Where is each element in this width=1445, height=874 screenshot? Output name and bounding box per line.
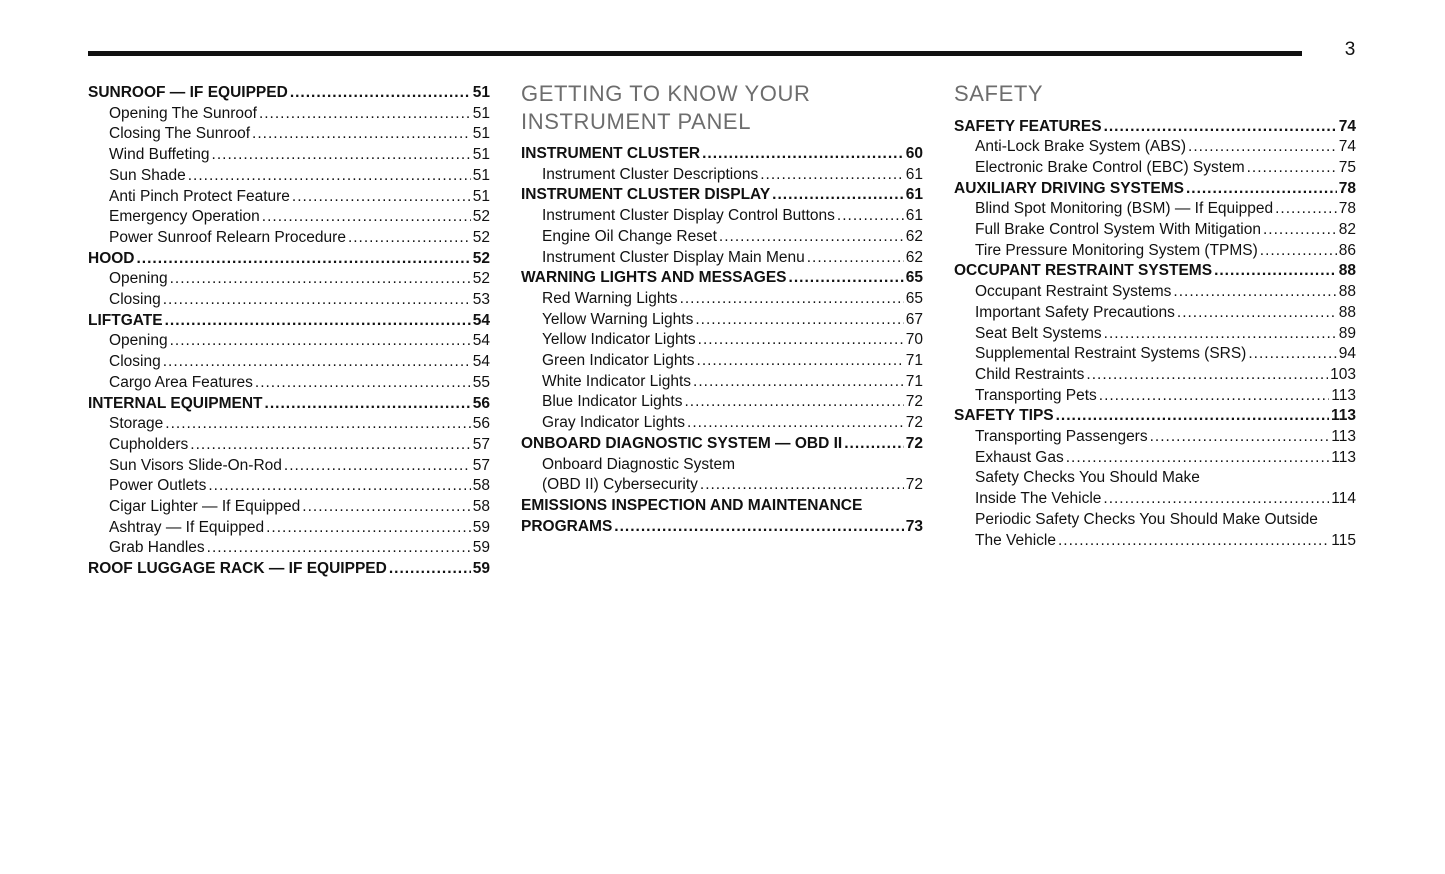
toc-entry[interactable] — [88, 104, 490, 125]
toc-entry-title: Opening — [109, 270, 168, 288]
toc-entry[interactable] — [88, 435, 490, 456]
dot-leader — [719, 227, 904, 248]
dot-leader — [165, 414, 470, 435]
dot-leader — [207, 538, 471, 559]
toc-entry-title: Important Safety Precautions — [975, 303, 1175, 321]
dot-leader — [702, 144, 904, 165]
dot-leader — [760, 165, 904, 186]
toc-entry-page: 70 — [905, 331, 923, 349]
toc-entry-title: Instrument Cluster Descriptions — [542, 165, 759, 183]
section-heading-line-1: GETTING TO KNOW YOUR — [521, 81, 811, 106]
toc-entry[interactable] — [88, 249, 490, 270]
toc-entry-page: 86 — [1338, 241, 1356, 259]
toc-entry[interactable] — [88, 124, 490, 145]
toc-entry-title: SUNROOF — IF EQUIPPED — [88, 84, 288, 101]
toc-entry-page: 78 — [1338, 200, 1356, 218]
toc-entry-page: 89 — [1338, 324, 1356, 342]
toc-entry-title: Transporting Passengers — [975, 428, 1148, 446]
toc-entry-page: 73 — [905, 517, 923, 535]
toc-entry[interactable] — [954, 303, 1356, 324]
dot-leader — [170, 331, 471, 352]
toc-entry-page: 113 — [1331, 428, 1356, 446]
toc-entry[interactable] — [521, 392, 923, 413]
toc-entry-page: 61 — [905, 165, 923, 183]
toc-entry-page: 58 — [472, 498, 490, 516]
dot-leader — [212, 145, 471, 166]
toc-entry[interactable] — [88, 352, 490, 373]
toc-entry-page: 58 — [472, 477, 490, 495]
toc-entry-page: 62 — [905, 227, 923, 245]
toc-entry-page: 103 — [1330, 365, 1356, 383]
toc-entry[interactable] — [954, 448, 1356, 469]
toc-entry-page: 54 — [472, 353, 490, 371]
toc-entry[interactable] — [88, 538, 490, 559]
toc-entry-label[interactable]: Periodic Safety Checks You Should Make Outside — [975, 510, 1318, 528]
toc-entry[interactable] — [521, 165, 923, 186]
toc-entry-title: Ashtray — If Equipped — [109, 518, 265, 536]
toc-entry-title: Green Indicator Lights — [542, 352, 695, 370]
toc-entry-page: 51 — [472, 84, 490, 101]
toc-entry[interactable] — [521, 144, 923, 165]
toc-entry-title: Closing — [109, 353, 161, 371]
toc-entry-page: 57 — [472, 456, 490, 474]
toc-entry-title: Storage — [109, 415, 164, 433]
dot-leader — [265, 394, 471, 415]
toc-entry-page: 51 — [472, 125, 490, 143]
dot-leader — [1275, 199, 1337, 220]
dot-leader — [807, 248, 904, 269]
section-heading — [521, 80, 923, 135]
toc-entry-page: 56 — [472, 394, 490, 412]
dot-leader — [1214, 261, 1337, 282]
toc-entry-title: Occupant Restraint Systems — [975, 283, 1172, 301]
toc-entry[interactable] — [88, 518, 490, 539]
toc-entry-page: 59 — [472, 518, 490, 536]
dot-leader — [687, 413, 904, 434]
toc-entry-page: 72 — [905, 414, 923, 432]
toc-entry[interactable] — [521, 475, 923, 496]
toc-entry-title: Emergency Operation — [109, 208, 260, 226]
toc-entry-title: OCCUPANT RESTRAINT SYSTEMS — [954, 262, 1213, 280]
toc-entry[interactable] — [521, 248, 923, 269]
toc-entry-title: Power Outlets — [109, 477, 207, 495]
toc-entry[interactable] — [954, 489, 1356, 510]
toc-entry-page: 52 — [472, 228, 490, 246]
dot-leader — [614, 517, 903, 538]
toc-entry[interactable] — [954, 406, 1356, 427]
toc-entry-page: 55 — [472, 373, 490, 391]
dot-leader — [163, 290, 471, 311]
dot-leader — [789, 268, 904, 289]
dot-leader — [266, 518, 471, 539]
toc-entry-title: Supplemental Restraint Systems (SRS) — [975, 345, 1247, 363]
toc-entry-page: 65 — [905, 269, 923, 287]
dot-leader — [1058, 531, 1329, 552]
toc-entries — [954, 117, 1356, 469]
toc-entry-label[interactable]: Onboard Diagnostic System — [542, 455, 735, 473]
toc-entry-page: 67 — [905, 310, 923, 328]
dot-leader — [1150, 427, 1330, 448]
toc-entry[interactable] — [954, 531, 1356, 552]
toc-entries — [521, 144, 923, 455]
dot-leader — [389, 559, 471, 580]
dot-leader — [1188, 137, 1337, 158]
toc-entry-title: The Vehicle — [975, 531, 1056, 549]
toc-entry-title: Anti-Lock Brake System (ABS) — [975, 138, 1187, 156]
toc-entry-title: ONBOARD DIAGNOSTIC SYSTEM — OBD II — [521, 434, 843, 452]
toc-entry-page: 113 — [1331, 386, 1356, 404]
toc-entry-title: Yellow Warning Lights — [542, 310, 694, 328]
toc-entry-page: 88 — [1338, 283, 1356, 301]
dot-leader — [259, 104, 471, 125]
dot-leader — [163, 352, 471, 373]
toc-entry-page: 52 — [472, 270, 490, 288]
toc-entry-title: Tire Pressure Monitoring System (TPMS) — [975, 241, 1258, 259]
toc-entry-page: 113 — [1330, 407, 1356, 425]
toc-entry-page: 60 — [905, 145, 923, 162]
dot-leader — [284, 456, 471, 477]
dot-leader — [190, 435, 470, 456]
toc-entry-title: LIFTGATE — [88, 311, 163, 329]
dot-leader — [290, 83, 471, 104]
dot-leader — [1177, 303, 1337, 324]
toc-entry-page: 62 — [905, 248, 923, 266]
dot-leader — [165, 311, 471, 332]
toc-entry[interactable] — [521, 434, 923, 455]
toc-entry-title: (OBD II) Cybersecurity — [542, 476, 698, 494]
toc-entry[interactable] — [521, 517, 923, 538]
dot-leader — [137, 249, 471, 270]
toc-entry-title: Transporting Pets — [975, 386, 1097, 404]
toc-entry-title: Sun Visors Slide-On-Rod — [109, 456, 282, 474]
dot-leader — [292, 187, 471, 208]
toc-entry-title: Grab Handles — [109, 539, 205, 557]
toc-entry[interactable] — [954, 241, 1356, 262]
dot-leader — [698, 330, 904, 351]
toc-entry-title: Cargo Area Features — [109, 373, 253, 391]
dot-leader — [1260, 241, 1337, 262]
toc-column-1 — [88, 83, 490, 580]
toc-entry-title: Blue Indicator Lights — [542, 393, 683, 411]
toc-entry-title: Closing — [109, 291, 161, 309]
toc-entry-page: 54 — [472, 332, 490, 350]
toc-entry-page: 52 — [472, 249, 490, 267]
toc-entry[interactable] — [88, 228, 490, 249]
toc-entry-title: Red Warning Lights — [542, 289, 678, 307]
toc-entry-title: Wind Buffeting — [109, 146, 210, 164]
toc-entry-page: 113 — [1331, 448, 1356, 466]
toc-entry-page: 114 — [1331, 490, 1356, 508]
dot-leader — [837, 206, 904, 227]
dot-leader — [1099, 386, 1330, 407]
dot-leader — [695, 310, 903, 331]
toc-entry[interactable] — [521, 310, 923, 331]
toc-entry-title: AUXILIARY DRIVING SYSTEMS — [954, 179, 1184, 197]
toc-entries — [88, 83, 490, 580]
dot-leader — [693, 372, 904, 393]
dot-leader — [302, 497, 470, 518]
toc-entry[interactable] — [954, 365, 1356, 386]
toc-entry-page: 56 — [472, 415, 490, 433]
toc-entry-title: INSTRUMENT CLUSTER DISPLAY — [521, 186, 771, 204]
toc-entry-label[interactable]: Safety Checks You Should Make — [975, 469, 1200, 487]
toc-entry-label[interactable]: EMISSIONS INSPECTION AND MAINTENANCE — [521, 496, 863, 514]
dot-leader — [1173, 282, 1336, 303]
toc-entry-page: 52 — [472, 208, 490, 226]
toc-entry-title: Seat Belt Systems — [975, 324, 1102, 342]
toc-entry-title: Yellow Indicator Lights — [542, 331, 696, 349]
dot-leader — [700, 475, 904, 496]
toc-entry[interactable] — [88, 290, 490, 311]
toc-entry[interactable] — [954, 137, 1356, 158]
toc-entry-page: 72 — [905, 476, 923, 494]
toc-entry[interactable] — [954, 282, 1356, 303]
toc-entry-page: 74 — [1338, 117, 1356, 135]
toc-entry-page: 61 — [905, 186, 923, 204]
toc-entry-page: 71 — [905, 352, 923, 370]
dot-leader — [1104, 324, 1337, 345]
toc-entry[interactable] — [521, 351, 923, 372]
toc-entry[interactable] — [88, 497, 490, 518]
dot-leader — [1086, 365, 1328, 386]
toc-entry-page: 51 — [472, 104, 490, 122]
toc-entry-page: 74 — [1338, 138, 1356, 156]
toc-entry[interactable] — [954, 199, 1356, 220]
toc-entry[interactable] — [88, 394, 490, 415]
toc-entry-page: 75 — [1338, 158, 1356, 176]
toc-entry-title: Closing The Sunroof — [109, 125, 251, 143]
toc-entry[interactable] — [954, 179, 1356, 200]
toc-entry-title: Instrument Cluster Display Control Buttons — [542, 207, 835, 225]
toc-entry-title: Inside The Vehicle — [975, 490, 1102, 508]
dot-leader — [1186, 179, 1337, 200]
dot-leader — [252, 124, 471, 145]
toc-entry-title: White Indicator Lights — [542, 372, 692, 390]
toc-entry-page: 54 — [472, 311, 490, 329]
toc-entry[interactable] — [521, 206, 923, 227]
toc-entry[interactable] — [954, 386, 1356, 407]
toc-column-2 — [521, 80, 923, 537]
toc-entry-page: 72 — [905, 393, 923, 411]
header-rule — [88, 51, 1302, 56]
toc-entry-page: 51 — [472, 187, 490, 205]
toc-entry-title: Engine Oil Change Reset — [542, 227, 717, 245]
toc-entry[interactable] — [88, 166, 490, 187]
section-heading: SAFETY — [954, 81, 1044, 106]
toc-entry-page: 88 — [1338, 262, 1356, 280]
dot-leader — [188, 166, 471, 187]
toc-entry-title: INSTRUMENT CLUSTER — [521, 145, 701, 162]
dot-leader — [1104, 117, 1337, 138]
toc-entry-title: Anti Pinch Protect Feature — [109, 187, 290, 205]
toc-entry-page: 78 — [1338, 179, 1356, 197]
toc-entry[interactable] — [521, 268, 923, 289]
toc-entry[interactable] — [521, 227, 923, 248]
page-number: 3 — [1344, 39, 1356, 60]
toc-entry-title: Opening — [109, 332, 168, 350]
dot-leader — [348, 228, 471, 249]
toc-entry[interactable] — [88, 331, 490, 352]
dot-leader — [170, 269, 471, 290]
toc-entry[interactable] — [88, 456, 490, 477]
toc-entry[interactable] — [88, 414, 490, 435]
toc-entry[interactable] — [954, 220, 1356, 241]
toc-entry[interactable] — [88, 559, 490, 580]
toc-entry-title: INTERNAL EQUIPMENT — [88, 394, 263, 412]
toc-entry-page: 72 — [905, 434, 923, 452]
dot-leader — [1066, 448, 1330, 469]
toc-entry[interactable] — [954, 344, 1356, 365]
toc-entry-title: ROOF LUGGAGE RACK — IF EQUIPPED — [88, 560, 387, 578]
toc-entry-page: 53 — [472, 291, 490, 309]
toc-entry-page: 51 — [472, 146, 490, 164]
toc-entry-title: Electronic Brake Control (EBC) System — [975, 158, 1245, 176]
toc-entry-page: 71 — [905, 372, 923, 390]
dot-leader — [772, 185, 904, 206]
toc-entry-title: Sun Shade — [109, 166, 186, 184]
toc-entry-title: Gray Indicator Lights — [542, 414, 686, 432]
toc-entry[interactable] — [521, 185, 923, 206]
dot-leader — [255, 373, 471, 394]
toc-entry[interactable] — [521, 289, 923, 310]
toc-entry[interactable] — [954, 324, 1356, 345]
toc-entry-page: 65 — [905, 289, 923, 307]
toc-entry-title: Blind Spot Monitoring (BSM) — If Equipped — [975, 200, 1274, 218]
toc-entry-title: HOOD — [88, 249, 135, 267]
toc-entry[interactable] — [88, 207, 490, 228]
toc-entry-title: Cigar Lighter — If Equipped — [109, 498, 301, 516]
toc-entry-title: Power Sunroof Relearn Procedure — [109, 228, 346, 246]
toc-entry[interactable] — [88, 476, 490, 497]
dot-leader — [1263, 220, 1337, 241]
toc-entry[interactable] — [88, 269, 490, 290]
toc-entry-page: 94 — [1338, 345, 1356, 363]
toc-entry[interactable] — [954, 261, 1356, 282]
dot-leader — [1248, 344, 1336, 365]
dot-leader — [1103, 489, 1329, 510]
toc-entry[interactable] — [88, 311, 490, 332]
dot-leader — [684, 392, 903, 413]
section-heading-line-2: INSTRUMENT PANEL — [521, 108, 752, 134]
toc-entry[interactable] — [88, 83, 490, 104]
toc-entry-title: Exhaust Gas — [975, 448, 1064, 466]
toc-entry-title: SAFETY TIPS — [954, 407, 1054, 425]
dot-leader — [680, 289, 904, 310]
toc-entry[interactable] — [954, 158, 1356, 179]
toc-entry[interactable] — [88, 187, 490, 208]
toc-entry-page: 51 — [472, 166, 490, 184]
dot-leader — [1056, 406, 1329, 427]
toc-entry[interactable] — [954, 117, 1356, 138]
toc-entry-page: 61 — [905, 207, 923, 225]
toc-entry-title: Child Restraints — [975, 365, 1085, 383]
toc-entry[interactable] — [521, 413, 923, 434]
toc-entry-page: 57 — [472, 435, 490, 453]
dot-leader — [844, 434, 904, 455]
toc-entry-title: Instrument Cluster Display Main Menu — [542, 248, 805, 266]
toc-entry-title: Cupholders — [109, 435, 189, 453]
toc-entry-page: 82 — [1338, 221, 1356, 239]
dot-leader — [697, 351, 904, 372]
toc-entry[interactable] — [521, 330, 923, 351]
toc-entry-title: SAFETY FEATURES — [954, 117, 1102, 135]
toc-entry-title: WARNING LIGHTS AND MESSAGES — [521, 269, 787, 287]
toc-entry[interactable] — [954, 427, 1356, 448]
toc-entry-title: Full Brake Control System With Mitigation — [975, 221, 1261, 239]
toc-entry[interactable] — [88, 145, 490, 166]
toc-entry-page: 59 — [472, 560, 490, 578]
toc-entry-page: 88 — [1338, 303, 1356, 321]
dot-leader — [1247, 158, 1337, 179]
toc-entry-title: PROGRAMS — [521, 517, 613, 535]
dot-leader — [208, 476, 470, 497]
toc-entry-page: 59 — [472, 539, 490, 557]
toc-entry-title: Opening The Sunroof — [109, 104, 257, 122]
toc-column-3 — [954, 80, 1356, 551]
toc-entry[interactable] — [88, 373, 490, 394]
toc-entry[interactable] — [521, 372, 923, 393]
dot-leader — [262, 207, 471, 228]
toc-entry-page: 115 — [1331, 531, 1356, 549]
